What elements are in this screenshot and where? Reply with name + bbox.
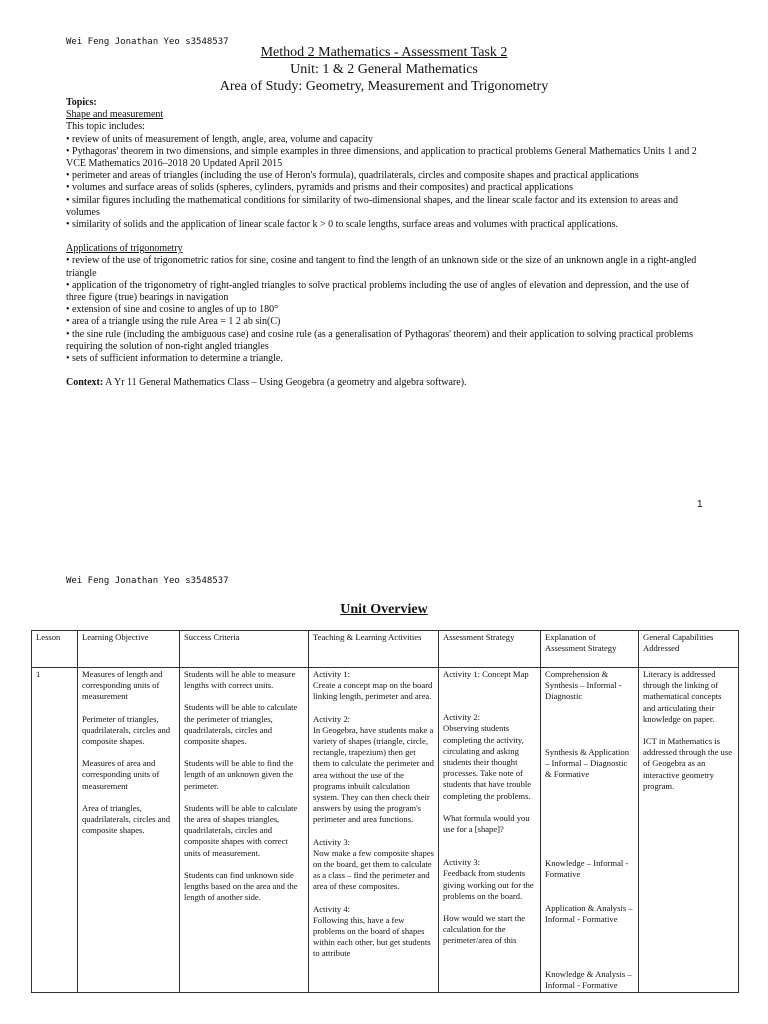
explanation-text: Application & Analysis – Informal - Formative [545,902,633,924]
unit-overview-table [31,630,739,993]
activity-text: Activity 1: Create a concept map on the board linking length, perimeter and area. [313,669,433,702]
success-text: Students can find unknown side lengths based on the area and the length of another side. [184,869,298,903]
page-2 [0,560,768,1024]
document-headings [0,44,768,95]
strategy-text: Activity 3: Feedback from students giving working out for the problems on the board. [443,857,534,901]
area-label: Area of Study: [219,79,303,94]
header-explanation: Explanation of Assessment Strategy [541,631,639,668]
shape-item: • review of units of measurement of length, angle, area, volume and capacity [66,133,373,145]
objective-text: Measures of length and corresponding units of measurement [82,669,163,702]
activities-cell [309,668,439,993]
activity-text: Activity 2: In Geogebra, have students make a variety of shapes (triangle, circle, rectangle, trapezium) then get them to calculate the perimeter and area without the use of the programs inbuilt calculation system. They can then check their answers by using the program's perimeter and area functions. [313,713,434,825]
unit-heading: Unit: 1 & 2 General Mathematics [290,62,478,77]
unit-overview-title: Unit Overview [340,602,428,617]
header-activities: Teaching & Learning Activities [309,631,439,668]
capability-text: Literacy is addressed through the linking of mathematical concepts and articulating their knowledge on paper. [643,669,722,724]
area-value: Geometry, Measurement and Trigonometry [302,79,549,94]
success-text: Students will be able to calculate the perimeter of triangles, quadrilaterals, circles and composite shapes. [184,702,298,747]
topics-label: Topics: [66,97,97,108]
trig-heading: Applications of trigonometry [66,243,183,255]
area-of-study-heading [0,78,768,95]
context-label: Context: [66,377,104,389]
success-text: Students will be able to find the length of an unknown given the perimeter. [184,758,294,791]
shape-heading: Shape and measurement [66,109,164,121]
activity-text: Activity 4: Following this, have a few problems on the board of shapes within each other, but get students to attribute [313,903,431,959]
activity-text: Activity 3: Now make a few composite shapes on the board, get them to calculate as a class – find the perimeter and area of these composites. [313,836,434,892]
objective-text: Area of triangles, quadrilaterals, circles and composite shapes. [82,802,171,836]
header-learning-objective: Learning Objective [78,631,180,668]
strategy-text: What formula would you use for a [shape]? [443,812,530,835]
page-number: 1 [697,499,703,510]
explanation-text: Knowledge – Informal - Formative [545,858,629,880]
lesson-number: 1 [32,668,78,993]
objective-text: Measures of area and corresponding units of measurement [82,758,160,791]
objective-cell [78,668,180,993]
strategy-cell [439,668,541,993]
author-line: Wei Feng Jonathan Yeo s3548537 [66,37,229,47]
header-assessment-strategy: Assessment Strategy [439,631,541,668]
context-value: A Yr 11 General Mathematics Class – Using Geogebra (a geometry and algebra software). [103,377,467,389]
header-capabilities: General Capabilities Addressed [639,631,739,668]
author-line: Wei Feng Jonathan Yeo s3548537 [66,576,229,586]
shape-item: • similarity of solids and the application of linear scale factor k > 0 to scale lengths, surface areas and volumes with practical applications. [66,219,619,231]
success-text: Students will be able to measure lengths with correct units. [184,669,296,691]
trig-item: • application of the trigonometry of right-angled triangles to solve practical problems including the use of angles of elevation and depression, and the use of three figure (true) bearings in navigation [66,279,690,304]
success-text: Students will be able to calculate the area of shapes triangles, quadrilaterals, circles and composite shapes with correct units of measurement. [184,802,298,858]
capabilities-cell [639,668,739,993]
explanation-cell [541,668,639,993]
trig-item: • extension of sine and cosine to angles of up to 180° [66,304,279,316]
explanation-text: Knowledge & Analysis – Informal - Formative [545,969,632,991]
topics-body [66,97,706,389]
explanation-text: Synthesis & Application – Informal – Diagnostic & Formative [545,746,630,780]
trig-item: • the sine rule (including the ambiguous case) and cosine rule (as a generalisation of Pythagoras' theorem) and their application to solving practical problems requiring the solution of non-right angled triangles [66,328,694,352]
includes-line: This topic includes: [66,121,145,133]
explanation-text: Comprehension & Synthesis – Informal - Diagnostic [545,669,622,702]
trig-item: • sets of sufficient information to determine a triangle. [66,353,283,365]
spacer [66,231,706,243]
document-title: Method 2 Mathematics - Assessment Task 2 [260,45,508,60]
table-header-row [32,631,739,668]
capability-text: ICT in Mathematics is addressed through the use of Geogebra as an interactive geometry program. [643,736,733,791]
strategy-text: How would we start the calculation for the perimeter/area of this [443,913,526,946]
header-success-criteria: Success Criteria [180,631,309,668]
success-cell [180,668,309,993]
header-lesson: Lesson [32,631,78,668]
shape-item: • similar figures including the mathematical conditions for similarity of two-dimensional shapes, and the linear scale factor and its extension to areas and volumes [66,194,678,218]
shape-item: • Pythagoras' theorem in two dimensions, and simple examples in three dimensions, and application to practical problems General Mathematics Units 1 and 2 VCE Mathematics 2016–2018 20 Updated April 2015 [66,145,697,170]
trig-item: • area of a triangle using the rule Area = 1 2 ab sin(C) [66,316,281,328]
objective-text: Perimeter of triangles, quadrilaterals, circles and composite shapes. [82,713,171,747]
trig-item: • review of the use of trigonometric ratios for sine, cosine and tangent to find the length of an unknown side or the size of an unknown angle in a right-angled triangle [66,255,697,279]
shape-item: • volumes and surface areas of solids (spheres, cylinders, pyramids and prisms and their composites) and practical applications [66,182,573,194]
shape-item: • perimeter and areas of triangles (including the use of Heron's formula), quadrilaterals, circles and composite shapes and practical applications [66,170,639,182]
context-line [66,377,706,389]
strategy-text: Activity 2: Observing students completing the activity, circulating and asking students their thought processes. Take note of students that have trouble completing the problems. [443,712,532,801]
strategy-text: Activity 1: Concept Map [443,669,529,679]
table-row [32,668,739,993]
